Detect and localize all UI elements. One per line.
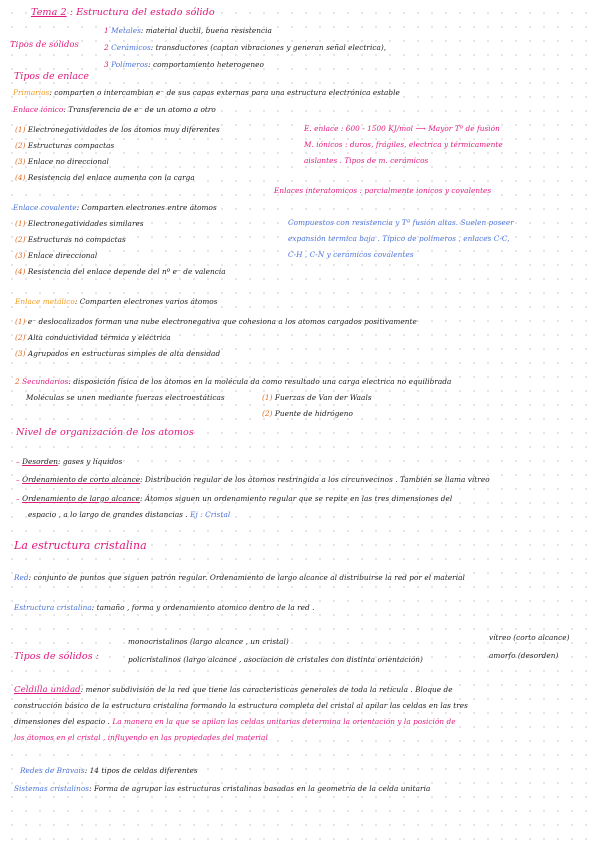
metalico-item-2: (2) Alta conductividad térmica y eléctrica [15,333,171,342]
title-prefix: Tema 2 [31,7,67,18]
tipos-solidos-label: Tipos de sólidos [10,39,79,49]
vitreo: vítreo (corto alcance) [489,633,570,642]
material-item-metales: 1 Metales: material ductil, buena resistencia [104,26,272,35]
monocristalinos: monocristalinos (largo alcance , un cristal) [128,637,289,646]
covalente-note-2: expansión termica baja . Típico de polímeros , enlaces C-C, [288,234,510,243]
largo-alcance-line: – Ordenamiento de largo alcance: Átomos siguen un ordenamiento regular que se repite en las tres dimensiones del [16,494,453,503]
desorden-line: – Desorden: gases y líquidos [16,457,123,466]
policristalinos: policristalinos (largo alcance , asociacion de cristales con distinta orientación) [128,655,423,664]
material-item-ceramicos: 2 Cerámicos: transductores (captan vibraciones y generan señal electrica), [104,43,387,52]
tipos-solidos-2-label: Tipos de sólidos : [14,651,100,662]
largo-alcance-line-2: espacio , a lo largo de grandes distancias . Ej : Cristal [28,510,231,519]
estructura-cristalina-line: Estructura cristalina: tamaño , forma y ordenamiento atomico dentro de la red . [14,603,315,612]
metalico-item-3: (3) Agrupados en estructuras simples de alta densidad [15,349,221,358]
metalico-item-1: (1) e⁻ deslocalizados forman una nube electronegativa que cohesiona a los atomos cargados positivamente [15,317,417,326]
enlace-ionico-line: Enlace iónico: Transferencia de e⁻ de un atomo a otro [13,105,216,114]
celdilla-line-4: los átomos en el cristal , influyendo en las propiedades del material [14,733,268,742]
secundarios-line: 2 Secundarios: disposición física de los átomos en la molécula da como resultado una carga electrica no equilibrada [15,377,452,386]
covalente-item-4: (4) Resistencia del enlace depende del nº e⁻ de valencia [15,267,226,276]
estructura-heading: La estructura cristalina [14,539,147,552]
material-item-polimeros: 3 Polímeros: comportamiento heterogeneo [104,60,264,69]
secundarios-item-2: (2) Puente de hidrógeno [262,409,353,418]
corto-alcance-line: – Ordenamiento de corto alcance: Distribución regular de los átomos restringida a los circunvecinos . También se llama vítreo [16,475,490,484]
ionico-note-3: aislantes . Tipos de m. cerámicos [304,156,429,165]
covalente-item-3: (3) Enlace direccional [15,251,98,260]
covalente-note-1: Compuestos con resistencia y Tª fusión altas. Suelen poseer [288,218,514,227]
covalente-item-2: (2) Estructuras no compactas [15,235,126,244]
enlace-metalico-line: Enlace metálico: Comparten electrones varios átomos [15,297,218,306]
nivel-heading: Nivel de organización de los atomos [16,427,194,438]
covalente-item-1: (1) Electronegatividades similares [15,219,144,228]
celdilla-line-3: dimensiones del espacio . La manera en la que se apilan las celdas unitarias determina la orientación y la posición de [14,717,456,726]
tipos-enlace-heading: Tipos de enlace [14,71,89,82]
bravais-line: Redes de Bravais: 14 tipos de celdas diferentes [20,766,198,775]
celdilla-line-2: construcción básico de la estructura cristalina formando la estructura completa del cristal al apilar las celdas en las tres [14,701,468,710]
ionico-item-4: (4) Resistencia del enlace aumenta con la carga [15,173,195,182]
ionico-note-1: E. enlace : 600 - 1500 KJ/mol ⟶ Mayor Tª de fusión [304,124,500,133]
sistemas-line: Sistemas cristalinos: Forma de agrupar las estructuras cristalinas basadas en la geometría de la celda unitaria [14,784,431,793]
page-title: Tema 2 : Estructura del estado sólido [31,7,215,18]
covalente-note-3: C-H , C-N y ceramicos covalentes [288,250,414,259]
secundarios-line-2: Moléculas se unen mediante fuerzas electroestáticas [26,393,225,402]
amorfo: amorfo (desorden) [489,651,559,660]
enlace-covalente-line: Enlace covalente: Comparten electrones entre átomos [13,203,217,212]
enlaces-interatomicos: Enlaces interatomicos : parcialmente ionicos y covalentes [274,186,492,195]
ionico-item-2: (2) Estructuras compactas [15,141,115,150]
title-text: Estructura del estado sólido [76,7,215,18]
ionico-item-3: (3) Enlace no direccional [15,157,109,166]
primarios-line: Primarios: comparten o intercambian e⁻ de sus capas externas para una estructura electrónica estable [13,88,400,97]
red-line: Red: conjunto de puntos que siguen patrón regular. Ordenamiento de largo alcance al distribuirse la red por el material [14,573,465,582]
ionico-item-1: (1) Electronegatividades de los átomos muy diferentes [15,125,220,134]
ionico-note-2: M. iónicos : duros, frágiles, electrica y térmicamente [304,140,503,149]
celdilla-line-1: Celdilla unidad: menor subdivisión de la red que tiene las caracteristicas generales de toda la retícula . Bloque de [14,685,453,695]
secundarios-item-1: (1) Fuerzas de Van der Waals [262,393,372,402]
